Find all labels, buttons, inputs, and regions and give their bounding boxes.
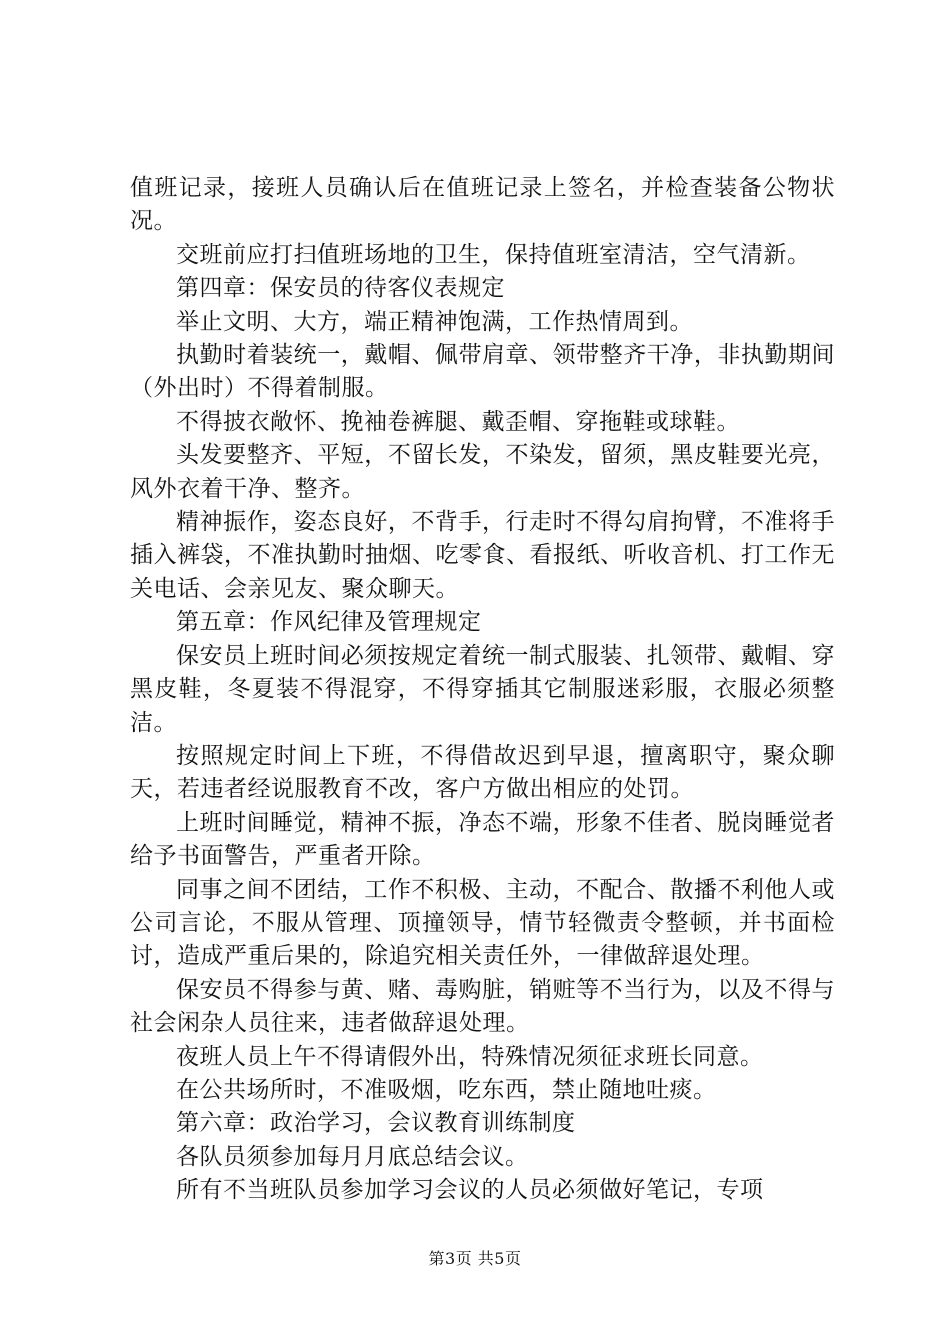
chapter-heading-6: 第六章：政治学习，会议教育训练制度 <box>176 1110 576 1137</box>
paragraph-teamwork: 同事之间不团结，工作不积极、主动，不配合、散播不利他人或公司言论，不服从管理、顶撞领导，情节轻微责令整顿，并书面检讨，造成严重后果的，除追究相关责任外，一律做辞退处理。 <box>130 876 835 970</box>
paragraph-uniform-rules: 保安员上班时间必须按规定着统一制式服装、扎领带、戴帽、穿黑皮鞋，冬夏装不得混穿，不得穿插其它制服迷彩服，衣服必须整洁。 <box>130 642 835 736</box>
paragraph-misconduct: 保安员不得参与黄、赌、毒购脏，销赃等不当行为，以及不得与社会闲杂人员往来，违者做辞退处理。 <box>130 976 835 1037</box>
document-body <box>130 172 835 1208</box>
paragraph-notes: 所有不当班队员参加学习会议的人员必须做好笔记，专项 <box>176 1177 764 1204</box>
paragraph-night-shift: 夜班人员上午不得请假外出，特殊情况须征求班长同意。 <box>176 1043 764 1070</box>
paragraph-hair-shoes: 头发要整齐、平短，不留长发，不染发，留须，黑皮鞋要光亮，风外衣着干净、整齐。 <box>130 442 835 502</box>
paragraph-handover-cleaning: 交班前应打扫值班场地的卫生，保持值班室清洁，空气清新。 <box>176 241 811 268</box>
page-number-footer: 第3页 共5页 <box>428 1249 522 1268</box>
paragraph-public-places: 在公共场所时，不准吸烟，吃东西，禁止随地吐痰。 <box>176 1076 717 1103</box>
paragraph-dress-prohibitions: 不得披衣敞怀、挽袖卷裤腿、戴歪帽、穿拖鞋或球鞋。 <box>176 408 740 435</box>
paragraph-attendance: 按照规定时间上下班，不得借故迟到早退，擅离职守，聚众聊天，若违者经说服教育不改，客户方做出相应的处罚。 <box>130 742 835 803</box>
paragraph-uniform: 执勤时着装统一，戴帽、佩带肩章、领带整齐干净，非执勤期间（外出时）不得着制服。 <box>130 342 835 402</box>
chapter-heading-5: 第五章：作风纪律及管理规定 <box>176 609 482 636</box>
paragraph-duty-record: 值班记录，接班人员确认后在值班记录上签名，并检查装备公物状况。 <box>130 175 835 235</box>
paragraph-posture: 精神振作，姿态良好，不背手，行走时不得勾肩拘臂，不准将手插入裤袋，不准执勤时抽烟、吃零食、看报纸、听收音机、打工作无关电话、会亲见友、聚众聊天。 <box>130 509 835 602</box>
paragraph-sleeping: 上班时间睡觉，精神不振，净态不端，形象不佳者、脱岗睡觉者给予书面警告，严重者开除。 <box>130 809 835 870</box>
paragraph-manners: 举止文明、大方，端正精神饱满，工作热情周到。 <box>176 308 693 335</box>
paragraph-monthly-meeting: 各队员须参加每月月底总结会议。 <box>176 1143 529 1170</box>
chapter-heading-4: 第四章：保安员的待客仪表规定 <box>176 275 505 302</box>
